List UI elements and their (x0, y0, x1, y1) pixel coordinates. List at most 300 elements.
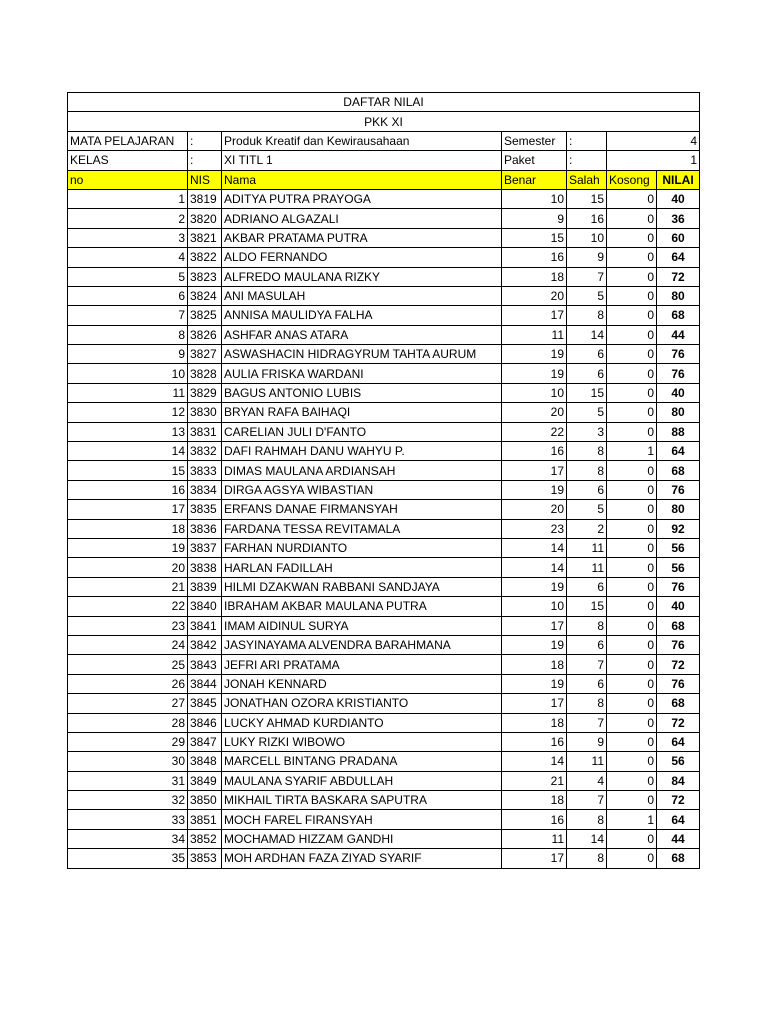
cell-benar[interactable]: 18 (502, 713, 567, 732)
cell-no[interactable]: 2 (68, 209, 188, 228)
cell-salah[interactable]: 5 (567, 286, 607, 305)
cell-nilai[interactable]: 80 (657, 500, 700, 519)
cell-no[interactable]: 16 (68, 480, 188, 499)
cell-no[interactable]: 11 (68, 383, 188, 402)
cell-salah[interactable]: 6 (567, 674, 607, 693)
table-row (68, 209, 700, 228)
cell-nama[interactable]: ALDO FERNANDO (222, 248, 502, 267)
cell-nama[interactable]: JASYINAYAMA ALVENDRA BARAHMANA (222, 635, 502, 654)
cell-salah[interactable]: 5 (567, 403, 607, 422)
subtitle-row (68, 112, 700, 131)
cell-nilai[interactable]: 72 (657, 791, 700, 810)
cell-no[interactable]: 23 (68, 616, 188, 635)
cell-nilai[interactable]: 92 (657, 519, 700, 538)
cell-kosong[interactable]: 0 (607, 616, 657, 635)
cell-nama[interactable]: LUCKY AHMAD KURDIANTO (222, 713, 502, 732)
grade-table (67, 92, 700, 869)
cell-nilai[interactable]: 64 (657, 442, 700, 461)
cell-kosong[interactable]: 0 (607, 732, 657, 751)
cell-salah[interactable]: 16 (567, 209, 607, 228)
cell-salah[interactable]: 8 (567, 461, 607, 480)
cell-nis[interactable]: 3838 (188, 558, 222, 577)
cell-nilai[interactable]: 56 (657, 752, 700, 771)
sheet-subtitle[interactable]: PKK XI (68, 112, 700, 131)
cell-nilai[interactable]: 80 (657, 403, 700, 422)
cell-benar[interactable]: 17 (502, 461, 567, 480)
cell-nis[interactable]: 3851 (188, 810, 222, 829)
table-row (68, 364, 700, 383)
cell-kosong[interactable]: 0 (607, 500, 657, 519)
cell-nis[interactable]: 3849 (188, 771, 222, 790)
paket-label[interactable]: Paket (502, 151, 567, 170)
cell-kosong[interactable]: 0 (607, 345, 657, 364)
cell-nis[interactable]: 3830 (188, 403, 222, 422)
cell-nis[interactable]: 3848 (188, 752, 222, 771)
cell-nis[interactable]: 3840 (188, 597, 222, 616)
cell-benar[interactable]: 17 (502, 616, 567, 635)
table-row (68, 325, 700, 344)
cell-no[interactable]: 26 (68, 674, 188, 693)
cell-salah[interactable]: 11 (567, 538, 607, 557)
cell-no[interactable]: 9 (68, 345, 188, 364)
cell-salah[interactable]: 14 (567, 325, 607, 344)
cell-nis[interactable]: 3824 (188, 286, 222, 305)
cell-nama[interactable]: JONATHAN OZORA KRISTIANTO (222, 694, 502, 713)
cell-nilai[interactable]: 36 (657, 209, 700, 228)
cell-kosong[interactable]: 0 (607, 364, 657, 383)
cell-salah[interactable]: 14 (567, 829, 607, 848)
cell-nama[interactable]: LUKY RIZKI WIBOWO (222, 732, 502, 751)
cell-benar[interactable]: 20 (502, 403, 567, 422)
cell-salah[interactable]: 6 (567, 364, 607, 383)
cell-no[interactable]: 13 (68, 422, 188, 441)
cell-nama[interactable]: ADRIANO ALGAZALI (222, 209, 502, 228)
cell-salah[interactable]: 6 (567, 480, 607, 499)
table-row (68, 538, 700, 557)
cell-nilai[interactable]: 64 (657, 810, 700, 829)
cell-no[interactable]: 7 (68, 306, 188, 325)
cell-salah[interactable]: 7 (567, 791, 607, 810)
table-row (68, 577, 700, 596)
cell-benar[interactable]: 16 (502, 732, 567, 751)
cell-benar[interactable]: 19 (502, 577, 567, 596)
col-header-nama[interactable]: Nama (222, 170, 502, 189)
cell-salah[interactable]: 8 (567, 694, 607, 713)
table-row (68, 383, 700, 402)
cell-nama[interactable]: ALFREDO MAULANA RIZKY (222, 267, 502, 286)
table-row (68, 480, 700, 499)
kelas-row (68, 151, 700, 170)
cell-nama[interactable]: ASWASHACIN HIDRAGYRUM TAHTA AURUM (222, 345, 502, 364)
cell-nis[interactable]: 3841 (188, 616, 222, 635)
cell-nama[interactable]: MIKHAIL TIRTA BASKARA SAPUTRA (222, 791, 502, 810)
cell-kosong[interactable]: 0 (607, 519, 657, 538)
table-row (68, 228, 700, 247)
cell-kosong[interactable]: 0 (607, 228, 657, 247)
cell-salah[interactable]: 9 (567, 248, 607, 267)
cell-kosong[interactable]: 0 (607, 422, 657, 441)
cell-nilai[interactable]: 76 (657, 364, 700, 383)
cell-nis[interactable]: 3837 (188, 538, 222, 557)
cell-nis[interactable]: 3829 (188, 383, 222, 402)
cell-nilai[interactable]: 76 (657, 345, 700, 364)
cell-nama[interactable]: MARCELL BINTANG PRADANA (222, 752, 502, 771)
semester-value[interactable]: 4 (607, 131, 700, 150)
cell-nilai[interactable]: 76 (657, 577, 700, 596)
cell-no[interactable]: 18 (68, 519, 188, 538)
cell-kosong[interactable]: 0 (607, 189, 657, 208)
cell-nama[interactable]: CARELIAN JULI D'FANTO (222, 422, 502, 441)
cell-salah[interactable]: 3 (567, 422, 607, 441)
cell-no[interactable]: 20 (68, 558, 188, 577)
cell-no[interactable]: 32 (68, 791, 188, 810)
cell-benar[interactable]: 21 (502, 771, 567, 790)
paket-colon[interactable]: : (567, 151, 607, 170)
cell-salah[interactable]: 7 (567, 267, 607, 286)
cell-salah[interactable]: 5 (567, 500, 607, 519)
title-row (68, 93, 700, 112)
cell-benar[interactable]: 14 (502, 752, 567, 771)
kelas-value[interactable]: XI TITL 1 (222, 151, 502, 170)
col-header-no[interactable]: no (68, 170, 188, 189)
cell-no[interactable]: 29 (68, 732, 188, 751)
cell-kosong[interactable]: 0 (607, 791, 657, 810)
cell-benar[interactable]: 17 (502, 306, 567, 325)
table-row (68, 771, 700, 790)
cell-nilai[interactable]: 40 (657, 597, 700, 616)
cell-kosong[interactable]: 0 (607, 694, 657, 713)
cell-nama[interactable]: DIRGA AGSYA WIBASTIAN (222, 480, 502, 499)
cell-nilai[interactable]: 44 (657, 829, 700, 848)
cell-nis[interactable]: 3832 (188, 442, 222, 461)
cell-salah[interactable]: 15 (567, 597, 607, 616)
cell-nama[interactable]: BAGUS ANTONIO LUBIS (222, 383, 502, 402)
cell-salah[interactable]: 6 (567, 345, 607, 364)
cell-nama[interactable]: MOCH FAREL FIRANSYAH (222, 810, 502, 829)
cell-salah[interactable]: 8 (567, 616, 607, 635)
cell-kosong[interactable]: 1 (607, 810, 657, 829)
cell-nama[interactable]: DIMAS MAULANA ARDIANSAH (222, 461, 502, 480)
cell-nis[interactable]: 3834 (188, 480, 222, 499)
cell-salah[interactable]: 7 (567, 713, 607, 732)
cell-benar[interactable]: 16 (502, 810, 567, 829)
cell-benar[interactable]: 9 (502, 209, 567, 228)
cell-salah[interactable]: 15 (567, 383, 607, 402)
table-row (68, 519, 700, 538)
cell-no[interactable]: 22 (68, 597, 188, 616)
cell-salah[interactable]: 2 (567, 519, 607, 538)
cell-no[interactable]: 24 (68, 635, 188, 654)
cell-nama[interactable]: IBRAHAM AKBAR MAULANA PUTRA (222, 597, 502, 616)
cell-salah[interactable]: 6 (567, 577, 607, 596)
cell-nis[interactable]: 3825 (188, 306, 222, 325)
cell-nis[interactable]: 3835 (188, 500, 222, 519)
cell-no[interactable]: 28 (68, 713, 188, 732)
cell-nama[interactable]: HARLAN FADILLAH (222, 558, 502, 577)
cell-nama[interactable]: ANI MASULAH (222, 286, 502, 305)
mapel-label[interactable]: MATA PELAJARAN (68, 131, 188, 150)
cell-nama[interactable]: FARDANA TESSA REVITAMALA (222, 519, 502, 538)
cell-nilai[interactable]: 68 (657, 694, 700, 713)
cell-nama[interactable]: IMAM AIDINUL SURYA (222, 616, 502, 635)
cell-nilai[interactable]: 84 (657, 771, 700, 790)
cell-benar[interactable]: 18 (502, 791, 567, 810)
cell-nama[interactable]: DAFI RAHMAH DANU WAHYU P. (222, 442, 502, 461)
cell-kosong[interactable]: 0 (607, 461, 657, 480)
cell-benar[interactable]: 14 (502, 538, 567, 557)
cell-benar[interactable]: 19 (502, 480, 567, 499)
semester-colon[interactable]: : (567, 131, 607, 150)
table-row (68, 655, 700, 674)
cell-nis[interactable]: 3852 (188, 829, 222, 848)
cell-kosong[interactable]: 1 (607, 442, 657, 461)
cell-nilai[interactable]: 76 (657, 674, 700, 693)
cell-benar[interactable]: 19 (502, 635, 567, 654)
cell-nama[interactable]: AKBAR PRATAMA PUTRA (222, 228, 502, 247)
col-header-kosong[interactable]: Kosong (607, 170, 657, 189)
table-row (68, 635, 700, 654)
semester-label[interactable]: Semester (502, 131, 567, 150)
cell-no[interactable]: 14 (68, 442, 188, 461)
cell-no[interactable]: 17 (68, 500, 188, 519)
cell-kosong[interactable]: 0 (607, 635, 657, 654)
cell-no[interactable]: 31 (68, 771, 188, 790)
cell-no[interactable]: 30 (68, 752, 188, 771)
cell-nilai[interactable]: 56 (657, 558, 700, 577)
table-row (68, 732, 700, 751)
cell-nis[interactable]: 3845 (188, 694, 222, 713)
cell-nis[interactable]: 3842 (188, 635, 222, 654)
cell-nama[interactable]: JEFRI ARI PRATAMA (222, 655, 502, 674)
cell-no[interactable]: 3 (68, 228, 188, 247)
cell-nis[interactable]: 3820 (188, 209, 222, 228)
cell-salah[interactable]: 8 (567, 306, 607, 325)
cell-nilai[interactable]: 88 (657, 422, 700, 441)
cell-salah[interactable]: 8 (567, 849, 607, 868)
cell-benar[interactable]: 20 (502, 286, 567, 305)
cell-nis[interactable]: 3836 (188, 519, 222, 538)
cell-kosong[interactable]: 0 (607, 306, 657, 325)
cell-nis[interactable]: 3828 (188, 364, 222, 383)
cell-nis[interactable]: 3827 (188, 345, 222, 364)
cell-no[interactable]: 15 (68, 461, 188, 480)
kelas-colon[interactable]: : (188, 151, 222, 170)
cell-nilai[interactable]: 40 (657, 189, 700, 208)
cell-benar[interactable]: 19 (502, 364, 567, 383)
cell-no[interactable]: 34 (68, 829, 188, 848)
cell-benar[interactable]: 23 (502, 519, 567, 538)
cell-salah[interactable]: 4 (567, 771, 607, 790)
mapel-row (68, 131, 700, 150)
cell-nilai[interactable]: 56 (657, 538, 700, 557)
cell-nilai[interactable]: 68 (657, 616, 700, 635)
table-row (68, 286, 700, 305)
cell-nilai[interactable]: 40 (657, 383, 700, 402)
paket-value[interactable]: 1 (607, 151, 700, 170)
cell-nilai[interactable]: 80 (657, 286, 700, 305)
table-row (68, 791, 700, 810)
cell-benar[interactable]: 10 (502, 597, 567, 616)
cell-salah[interactable]: 10 (567, 228, 607, 247)
table-row (68, 616, 700, 635)
cell-benar[interactable]: 18 (502, 267, 567, 286)
cell-nilai[interactable]: 64 (657, 248, 700, 267)
cell-nama[interactable]: AULIA FRISKA WARDANI (222, 364, 502, 383)
cell-benar[interactable]: 16 (502, 248, 567, 267)
cell-nis[interactable]: 3853 (188, 849, 222, 868)
cell-salah[interactable]: 9 (567, 732, 607, 751)
cell-nama[interactable]: MAULANA SYARIF ABDULLAH (222, 771, 502, 790)
cell-nilai[interactable]: 72 (657, 267, 700, 286)
cell-kosong[interactable]: 0 (607, 829, 657, 848)
cell-nis[interactable]: 3826 (188, 325, 222, 344)
cell-kosong[interactable]: 0 (607, 771, 657, 790)
cell-kosong[interactable]: 0 (607, 558, 657, 577)
cell-salah[interactable]: 11 (567, 558, 607, 577)
table-row (68, 306, 700, 325)
mapel-colon[interactable]: : (188, 131, 222, 150)
cell-nilai[interactable]: 76 (657, 480, 700, 499)
cell-kosong[interactable]: 0 (607, 577, 657, 596)
cell-nama[interactable]: ADITYA PUTRA PRAYOGA (222, 189, 502, 208)
cell-nama[interactable]: JONAH KENNARD (222, 674, 502, 693)
cell-kosong[interactable]: 0 (607, 383, 657, 402)
cell-kosong[interactable]: 0 (607, 597, 657, 616)
cell-benar[interactable]: 22 (502, 422, 567, 441)
cell-nama[interactable]: HILMI DZAKWAN RABBANI SANDJAYA (222, 577, 502, 596)
cell-no[interactable]: 25 (68, 655, 188, 674)
cell-kosong[interactable]: 0 (607, 267, 657, 286)
cell-nis[interactable]: 3839 (188, 577, 222, 596)
cell-nilai[interactable]: 68 (657, 306, 700, 325)
cell-kosong[interactable]: 0 (607, 248, 657, 267)
table-row (68, 849, 700, 868)
cell-nilai[interactable]: 44 (657, 325, 700, 344)
cell-no[interactable]: 27 (68, 694, 188, 713)
table-row (68, 810, 700, 829)
table-row (68, 674, 700, 693)
col-header-benar[interactable]: Benar (502, 170, 567, 189)
cell-benar[interactable]: 14 (502, 558, 567, 577)
cell-nama[interactable]: ANNISA MAULIDYA FALHA (222, 306, 502, 325)
col-header-nis[interactable]: NIS (188, 170, 222, 189)
cell-nis[interactable]: 3844 (188, 674, 222, 693)
cell-benar[interactable]: 18 (502, 655, 567, 674)
column-header-row (68, 170, 700, 189)
mapel-value[interactable]: Produk Kreatif dan Kewirausahaan (222, 131, 502, 150)
cell-no[interactable]: 33 (68, 810, 188, 829)
cell-nama[interactable]: MOCHAMAD HIZZAM GANDHI (222, 829, 502, 848)
cell-no[interactable]: 12 (68, 403, 188, 422)
cell-salah[interactable]: 8 (567, 442, 607, 461)
cell-nis[interactable]: 3821 (188, 228, 222, 247)
cell-benar[interactable]: 10 (502, 189, 567, 208)
cell-nama[interactable]: BRYAN RAFA BAIHAQI (222, 403, 502, 422)
cell-salah[interactable]: 6 (567, 635, 607, 654)
cell-salah[interactable]: 11 (567, 752, 607, 771)
cell-benar[interactable]: 17 (502, 849, 567, 868)
cell-nis[interactable]: 3833 (188, 461, 222, 480)
kelas-label[interactable]: KELAS (68, 151, 188, 170)
col-header-nilai[interactable]: NILAI (657, 170, 700, 189)
cell-no[interactable]: 35 (68, 849, 188, 868)
cell-no[interactable]: 19 (68, 538, 188, 557)
cell-no[interactable]: 21 (68, 577, 188, 596)
cell-kosong[interactable]: 0 (607, 849, 657, 868)
cell-nis[interactable]: 3831 (188, 422, 222, 441)
table-row (68, 694, 700, 713)
col-header-salah[interactable]: Salah (567, 170, 607, 189)
cell-salah[interactable]: 15 (567, 189, 607, 208)
cell-nis[interactable]: 3850 (188, 791, 222, 810)
cell-benar[interactable]: 17 (502, 694, 567, 713)
cell-benar[interactable]: 15 (502, 228, 567, 247)
cell-nama[interactable]: MOH ARDHAN FAZA ZIYAD SYARIF (222, 849, 502, 868)
cell-nama[interactable]: ASHFAR ANAS ATARA (222, 325, 502, 344)
cell-nis[interactable]: 3822 (188, 248, 222, 267)
cell-kosong[interactable]: 0 (607, 325, 657, 344)
sheet-title[interactable]: DAFTAR NILAI (68, 93, 700, 112)
cell-benar[interactable]: 11 (502, 325, 567, 344)
cell-nis[interactable]: 3823 (188, 267, 222, 286)
cell-kosong[interactable]: 0 (607, 286, 657, 305)
cell-nis[interactable]: 3846 (188, 713, 222, 732)
cell-no[interactable]: 10 (68, 364, 188, 383)
cell-benar[interactable]: 10 (502, 383, 567, 402)
table-row (68, 422, 700, 441)
cell-benar[interactable]: 20 (502, 500, 567, 519)
cell-salah[interactable]: 7 (567, 655, 607, 674)
cell-nilai[interactable]: 60 (657, 228, 700, 247)
cell-benar[interactable]: 19 (502, 674, 567, 693)
table-row (68, 713, 700, 732)
cell-nilai[interactable]: 72 (657, 655, 700, 674)
cell-kosong[interactable]: 0 (607, 209, 657, 228)
cell-kosong[interactable]: 0 (607, 752, 657, 771)
table-row (68, 829, 700, 848)
cell-nilai[interactable]: 68 (657, 849, 700, 868)
cell-benar[interactable]: 16 (502, 442, 567, 461)
cell-kosong[interactable]: 0 (607, 655, 657, 674)
cell-nilai[interactable]: 72 (657, 713, 700, 732)
cell-nama[interactable]: ERFANS DANAE FIRMANSYAH (222, 500, 502, 519)
table-row (68, 558, 700, 577)
cell-kosong[interactable]: 0 (607, 713, 657, 732)
cell-no[interactable]: 5 (68, 267, 188, 286)
cell-kosong[interactable]: 0 (607, 480, 657, 499)
cell-kosong[interactable]: 0 (607, 403, 657, 422)
cell-no[interactable]: 1 (68, 189, 188, 208)
cell-nilai[interactable]: 68 (657, 461, 700, 480)
cell-nama[interactable]: FARHAN NURDIANTO (222, 538, 502, 557)
cell-kosong[interactable]: 0 (607, 538, 657, 557)
cell-salah[interactable]: 8 (567, 810, 607, 829)
cell-kosong[interactable]: 0 (607, 674, 657, 693)
table-row (68, 461, 700, 480)
cell-nilai[interactable]: 76 (657, 635, 700, 654)
table-row (68, 345, 700, 364)
cell-nis[interactable]: 3819 (188, 189, 222, 208)
cell-nilai[interactable]: 64 (657, 732, 700, 751)
table-row (68, 267, 700, 286)
cell-nis[interactable]: 3843 (188, 655, 222, 674)
cell-nis[interactable]: 3847 (188, 732, 222, 751)
cell-no[interactable]: 4 (68, 248, 188, 267)
cell-benar[interactable]: 19 (502, 345, 567, 364)
cell-no[interactable]: 6 (68, 286, 188, 305)
cell-benar[interactable]: 11 (502, 829, 567, 848)
cell-no[interactable]: 8 (68, 325, 188, 344)
